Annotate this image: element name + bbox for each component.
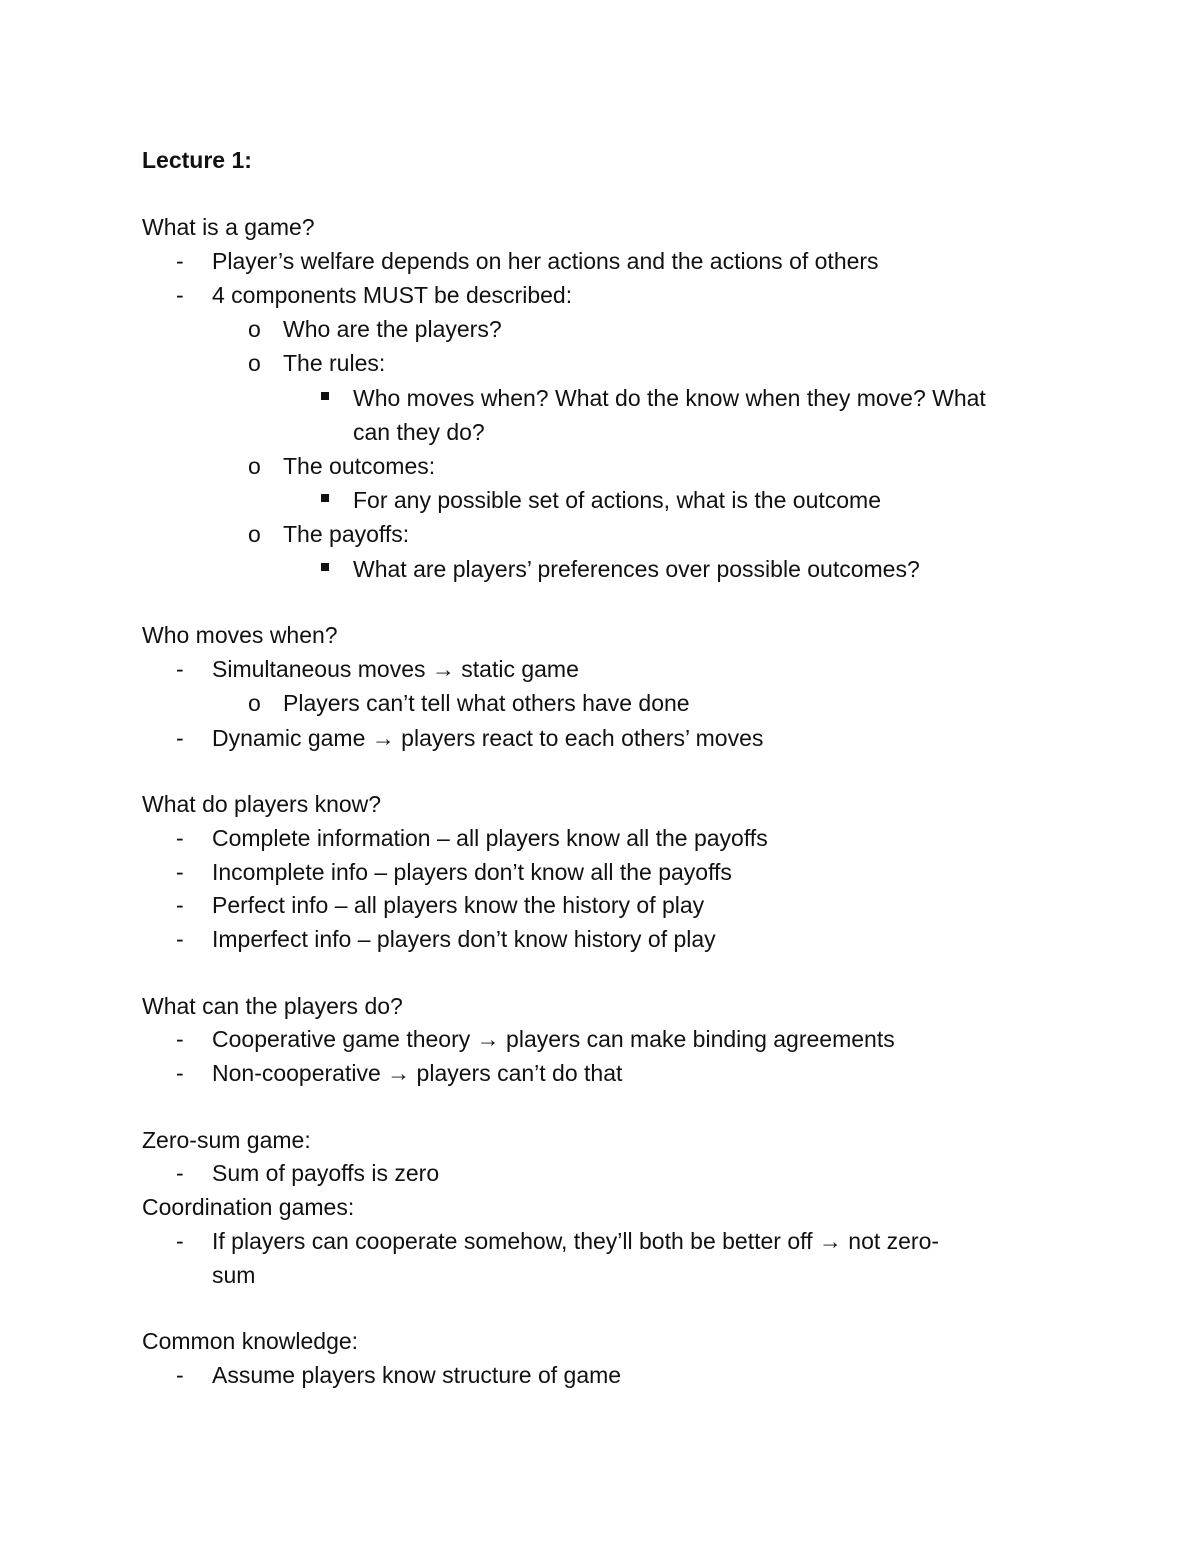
section-heading-know: What do players know? — [142, 791, 382, 817]
list-item-text: If players can cooperate somehow, they’ll both be better off — [212, 1228, 813, 1254]
arrow-right-icon: → — [431, 656, 455, 682]
list-item-text: Simultaneous moves — [212, 656, 426, 682]
square-bullet-icon — [321, 563, 329, 571]
section-heading-coordination: Coordination games: — [142, 1194, 355, 1220]
list-item-text: not zero- — [848, 1228, 940, 1254]
list-item — [212, 1059, 622, 1087]
list-item: Assume players know structure of game — [212, 1362, 622, 1388]
circle-bullet: o — [248, 690, 261, 716]
list-item: Sum of payoffs is zero — [212, 1160, 440, 1186]
list-item — [212, 1227, 939, 1255]
circle-bullet: o — [248, 350, 261, 376]
arrow-right-icon: → — [387, 1060, 411, 1086]
dash-bullet: - — [176, 1160, 184, 1186]
list-item-continuation: sum — [212, 1262, 256, 1288]
list-item — [212, 724, 763, 752]
list-item — [212, 1025, 895, 1053]
sub-sub-list-item: What are players’ preferences over possible outcomes? — [353, 556, 920, 582]
list-item: Complete information – all players know all the payoffs — [212, 825, 768, 851]
list-item-text: Non-cooperative — [212, 1060, 381, 1086]
square-bullet-icon — [321, 494, 329, 502]
dash-bullet: - — [176, 725, 184, 751]
arrow-right-icon: → — [818, 1228, 842, 1254]
dash-bullet: - — [176, 248, 184, 274]
list-item: Player’s welfare depends on her actions and the actions of others — [212, 248, 879, 274]
list-item: Imperfect info – players don’t know history of play — [212, 926, 716, 952]
list-item: Perfect info – all players know the history of play — [212, 892, 705, 918]
dash-bullet: - — [176, 1228, 184, 1254]
list-item-text: players react to each others’ moves — [401, 725, 764, 751]
circle-bullet: o — [248, 316, 261, 342]
dash-bullet: - — [176, 926, 184, 952]
section-heading-common-knowledge: Common knowledge: — [142, 1328, 359, 1354]
list-item: 4 components MUST be described: — [212, 282, 573, 308]
dash-bullet: - — [176, 859, 184, 885]
dash-bullet: - — [176, 282, 184, 308]
sub-sub-list-item-continuation: can they do? — [353, 419, 485, 445]
sub-list-item: The payoffs: — [283, 521, 410, 547]
list-item-text: players can’t do that — [416, 1060, 623, 1086]
list-item-text: players can make binding agreements — [506, 1026, 895, 1052]
section-heading-game: What is a game? — [142, 214, 315, 240]
dash-bullet: - — [176, 656, 184, 682]
list-item-text: Cooperative game theory — [212, 1026, 471, 1052]
dash-bullet: - — [176, 825, 184, 851]
circle-bullet: o — [248, 453, 261, 479]
circle-bullet: o — [248, 521, 261, 547]
dash-bullet: - — [176, 1026, 184, 1052]
arrow-right-icon: → — [371, 725, 395, 751]
sub-list-item: The rules: — [283, 350, 386, 376]
list-item-text: Dynamic game — [212, 725, 366, 751]
page-title: Lecture 1: — [142, 147, 252, 173]
sub-sub-list-item: Who moves when? What do the know when they move? What — [353, 385, 986, 411]
arrow-right-icon: → — [476, 1026, 500, 1052]
section-heading-can-do: What can the players do? — [142, 993, 403, 1019]
dash-bullet: - — [176, 1362, 184, 1388]
section-heading-moves: Who moves when? — [142, 622, 338, 648]
square-bullet-icon — [321, 392, 329, 400]
dash-bullet: - — [176, 1060, 184, 1086]
list-item-text: static game — [461, 656, 579, 682]
sub-list-item: Who are the players? — [283, 316, 502, 342]
sub-list-item: Players can’t tell what others have done — [283, 690, 690, 716]
dash-bullet: - — [176, 892, 184, 918]
section-heading-zero-sum: Zero-sum game: — [142, 1127, 311, 1153]
sub-list-item: The outcomes: — [283, 453, 436, 479]
sub-sub-list-item: For any possible set of actions, what is the outcome — [353, 487, 881, 513]
list-item: Incomplete info – players don’t know all the payoffs — [212, 859, 732, 885]
list-item — [212, 655, 579, 683]
